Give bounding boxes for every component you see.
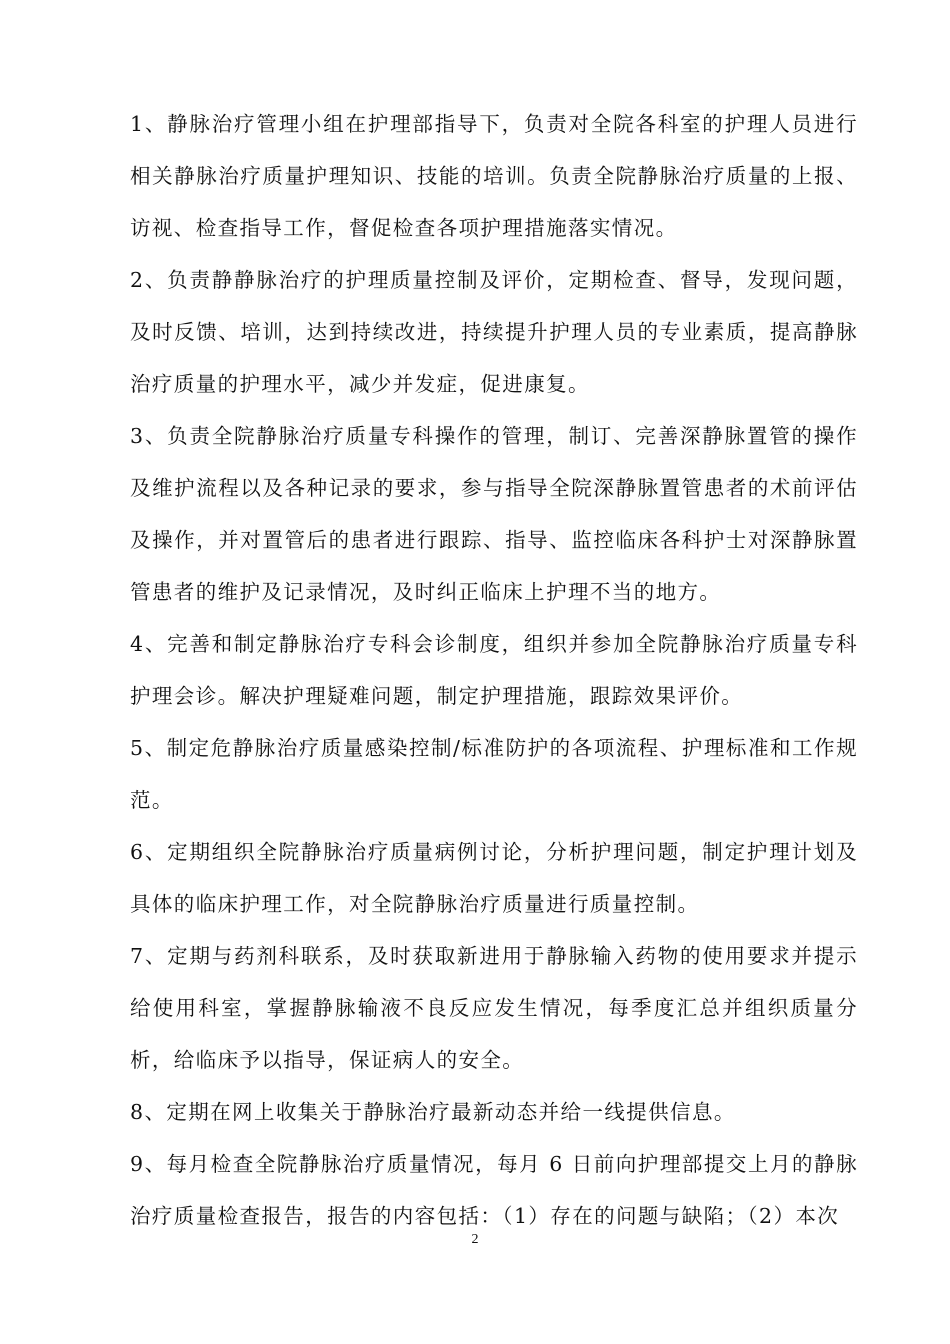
paragraph-2: 2、负责静静脉治疗的护理质量控制及评价，定期检查、督导，发现问题，及时反馈、培训，达到持续改进，持续提升护理人员的专业素质，提高静脉治疗质量的护理水平，减少并发症，促进康复。: [130, 268, 858, 396]
paragraph-8: 8、定期在网上收集关于静脉治疗最新动态并给一线提供信息。: [130, 1100, 736, 1124]
paragraph-5: 5、制定危静脉治疗质量感染控制/标准防护的各项流程、护理标准和工作规范。: [130, 736, 858, 812]
paragraph-6: 6、定期组织全院静脉治疗质量病例讨论，分析护理问题，制定护理计划及具体的临床护理工作，对全院静脉治疗质量进行质量控制。: [130, 840, 858, 916]
paragraph-7: 7、定期与药剂科联系，及时获取新进用于静脉输入药物的使用要求并提示给使用科室，掌握静脉输液不良反应发生情况，每季度汇总并组织质量分析，给临床予以指导，保证病人的安全。: [130, 944, 858, 1072]
paragraph-9: 9、每月检查全院静脉治疗质量情况，每月 6 日前向护理部提交上月的静脉治疗质量检查报告，报告的内容包括：（1）存在的问题与缺陷；（2）本次: [130, 1152, 858, 1228]
paragraph-4: 4、完善和制定静脉治疗专科会诊制度，组织并参加全院静脉治疗质量专科护理会诊。解决护理疑难问题，制定护理措施，跟踪效果评价。: [130, 632, 858, 708]
paragraph-1: 1、静脉治疗管理小组在护理部指导下，负责对全院各科室的护理人员进行相关静脉治疗质量护理知识、技能的培训。负责全院静脉治疗质量的上报、访视、检查指导工作，督促检查各项护理措施落实情况。: [130, 112, 858, 240]
page-number: 2: [471, 1232, 479, 1247]
paragraph-3: 3、负责全院静脉治疗质量专科操作的管理，制订、完善深静脉置管的操作及维护流程以及各种记录的要求，参与指导全院深静脉置管患者的术前评估及操作，并对置管后的患者进行跟踪、指导、监控临床各科护士对深静脉置管患者的维护及记录情况，及时纠正临床上护理不当的地方。: [130, 424, 858, 604]
document-body: [130, 98, 858, 1242]
